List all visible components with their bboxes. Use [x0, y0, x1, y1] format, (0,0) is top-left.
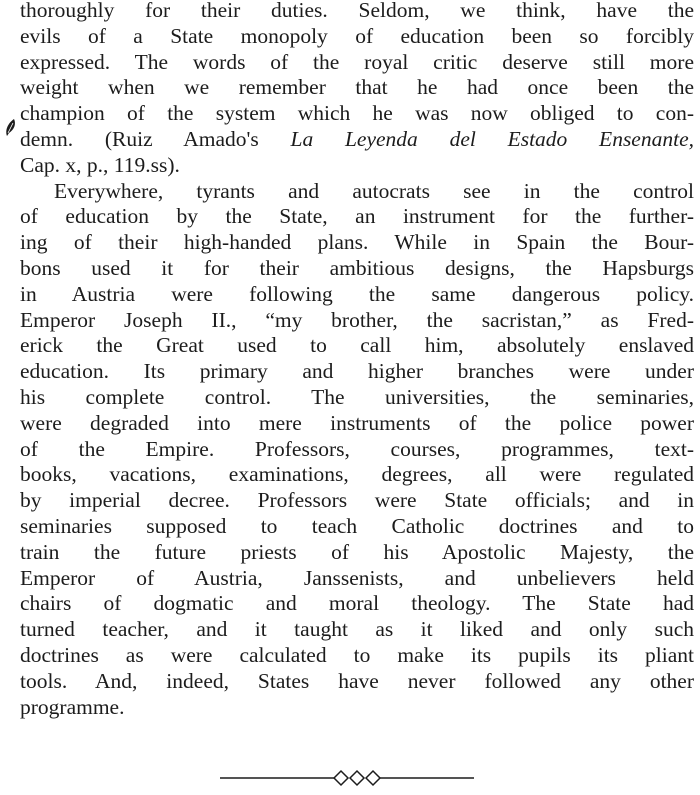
text-line: evils of a State monopoly of education been so forcibly — [20, 23, 694, 48]
text-line: seminaries supposed to teach Catholic doctrines and to — [20, 513, 694, 538]
text-line: erick the Great used to call him, absolutely enslaved — [20, 333, 694, 358]
text-line: his complete control. The universities, the seminaries, — [20, 384, 694, 409]
text-line: tools. And, indeed, States have never followed any other — [20, 668, 694, 693]
text-line: expressed. The words of the royal critic deserve still more — [20, 49, 694, 74]
text-line: chairs of dogmatic and moral theology. The State had — [20, 591, 694, 616]
text-line: Everywhere, tyrants and autocrats see in the control — [54, 178, 694, 203]
pen-nib-icon — [4, 117, 18, 137]
diamond-rule-ornament — [0, 765, 700, 789]
text-line: weight when we remember that he had once been the — [20, 75, 694, 100]
text-line: doctrines as were calculated to make its pupils its pliant — [20, 642, 694, 667]
text-line: in Austria were following the same dangerous policy. — [20, 281, 694, 306]
paragraph-1 — [20, 0, 694, 179]
text-line: bons used it for their ambitious designs, the Hapsburgs — [20, 255, 694, 280]
citation-title: La Leyenda del Estado Ensenante, — [290, 126, 694, 151]
text-line: of the Empire. Professors, courses, programmes, text- — [20, 436, 694, 461]
paragraph-2 — [20, 179, 694, 721]
citation-prefix: demn. (Ruiz Amado's — [20, 126, 291, 151]
text-line: Emperor of Austria, Janssenists, and unbelievers held — [20, 565, 694, 590]
text-line: education. Its primary and higher branches were under — [20, 359, 694, 384]
text-line: were degraded into mere instruments of the police power — [20, 410, 694, 435]
text-line: of education by the State, an instrument for the further- — [20, 204, 694, 229]
citation-line — [20, 127, 694, 153]
text-line: Cap. x, p., 119.ss). — [20, 152, 180, 177]
text-line: train the future priests of his Apostolic Majesty, the — [20, 539, 694, 564]
document-page — [20, 0, 694, 720]
text-line: thoroughly for their duties. Seldom, we think, have the — [20, 0, 694, 22]
text-line: ing of their high-handed plans. While in Spain the Bour- — [20, 230, 694, 255]
text-line: books, vacations, examinations, degrees, all were regulated — [20, 462, 694, 487]
text-line: champion of the system which he was now obliged to con- — [20, 101, 694, 126]
text-line: Emperor Joseph II., “my brother, the sacristan,” as Fred- — [20, 307, 694, 332]
text-line: programme. — [20, 694, 125, 719]
text-line: turned teacher, and it taught as it liked and only such — [20, 617, 694, 642]
text-line: by imperial decree. Professors were State officials; and in — [20, 488, 694, 513]
